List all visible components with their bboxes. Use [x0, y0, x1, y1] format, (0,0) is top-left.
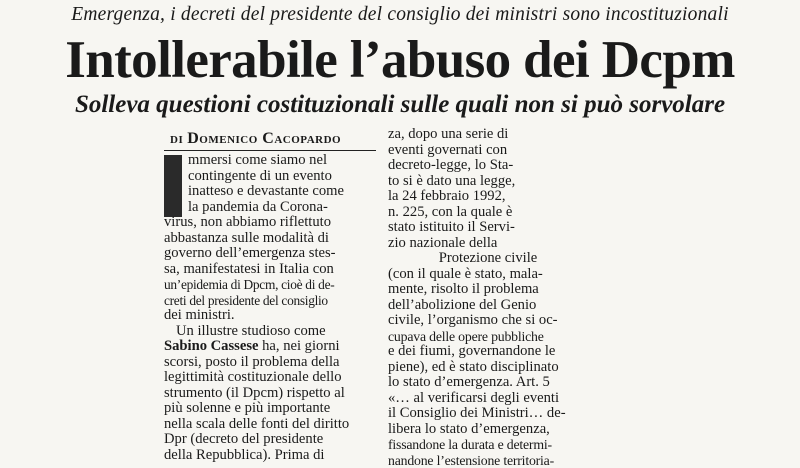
text-line: governo dell’emergenza stes- — [164, 246, 380, 262]
text-line: nella scala delle fonti del diritto — [164, 417, 380, 433]
text-line: cupava delle opere pubbliche — [388, 329, 588, 345]
subhead: Solleva questioni costituzionali sulle quali non si può sorvolare — [0, 91, 800, 119]
text-line: mente, risolto il problema — [388, 282, 588, 298]
text-line: creti del presidente del consiglio — [164, 293, 380, 309]
text-line: il Consiglio dei Ministri… de- — [388, 406, 588, 422]
headline: Intollerabile l’abuso dei Dcpm — [0, 32, 800, 88]
text-line: virus, non abbiamo riflettuto — [164, 215, 380, 231]
text-line: sa, manifestatesi in Italia con — [164, 262, 380, 278]
kicker: Emergenza, i decreti del presidente del consiglio dei ministri sono incostituzionali — [10, 4, 790, 26]
article-column-1 — [164, 153, 380, 463]
text-line: (con il quale è stato, mala- — [388, 267, 588, 283]
text-line: civile, l’organismo che si oc- — [388, 313, 588, 329]
text-line: n. 225, con la quale è — [388, 205, 588, 221]
byline-rule — [164, 150, 376, 151]
text-line: legittimità costituzionale dello — [164, 370, 380, 386]
text-line: fissandone la durata e determi- — [388, 437, 588, 453]
byline-author: Domenico Cacopardo — [187, 130, 341, 147]
text-line: libera lo stato d’emergenza, — [388, 422, 588, 438]
text-line: e dei fiumi, governandone le — [388, 344, 588, 360]
text-line: dell’abolizione del Genio — [388, 298, 588, 314]
text-line: la pandemia da Corona- — [164, 200, 380, 216]
text-line: nandone l’estensione territoria- — [388, 453, 588, 468]
text-line-with-name: Sabino Cassese ha, nei giorni — [164, 339, 380, 355]
text-line: dei ministri. — [164, 308, 380, 324]
text-line: contingente di un evento — [164, 169, 380, 185]
bold-name: Sabino Cassese — [164, 338, 258, 354]
text-line: più solenne e più importante — [164, 401, 380, 417]
text-line: abbastanza sulle modalità di — [164, 231, 380, 247]
text-line: zio nazionale della — [388, 236, 588, 252]
article-column-2 — [388, 127, 588, 468]
text-line: lo stato d’emergenza. Art. 5 — [388, 375, 588, 391]
text-line: strumento (il Dpcm) rispetto al — [164, 386, 380, 402]
text-line: to si è dato una legge, — [388, 174, 588, 190]
text-line: Dpr (decreto del presidente — [164, 432, 380, 448]
text-line: «… al verificarsi degli eventi — [388, 391, 588, 407]
text-line: della Repubblica). Prima di — [164, 448, 380, 464]
text-line: la 24 febbraio 1992, — [388, 189, 588, 205]
text-line: scorsi, posto il problema della — [164, 355, 380, 371]
text-line: un’epidemia di Dpcm, cioè di de- — [164, 277, 380, 293]
text-line: mmersi come siamo nel — [164, 153, 380, 169]
byline-prefix: di — [170, 130, 183, 147]
text-line: stato istituito il Servi- — [388, 220, 588, 236]
text-line: eventi governati con — [388, 143, 588, 159]
text-line: Protezione civile — [388, 251, 588, 267]
text-line: Un illustre studioso come — [164, 324, 380, 340]
text-line: piene), ed è stato disciplinato — [388, 360, 588, 376]
text-line: inatteso e devastante come — [164, 184, 380, 200]
text-line: decreto-legge, lo Sta- — [388, 158, 588, 174]
byline — [170, 130, 380, 148]
text-line: za, dopo una serie di — [388, 127, 588, 143]
